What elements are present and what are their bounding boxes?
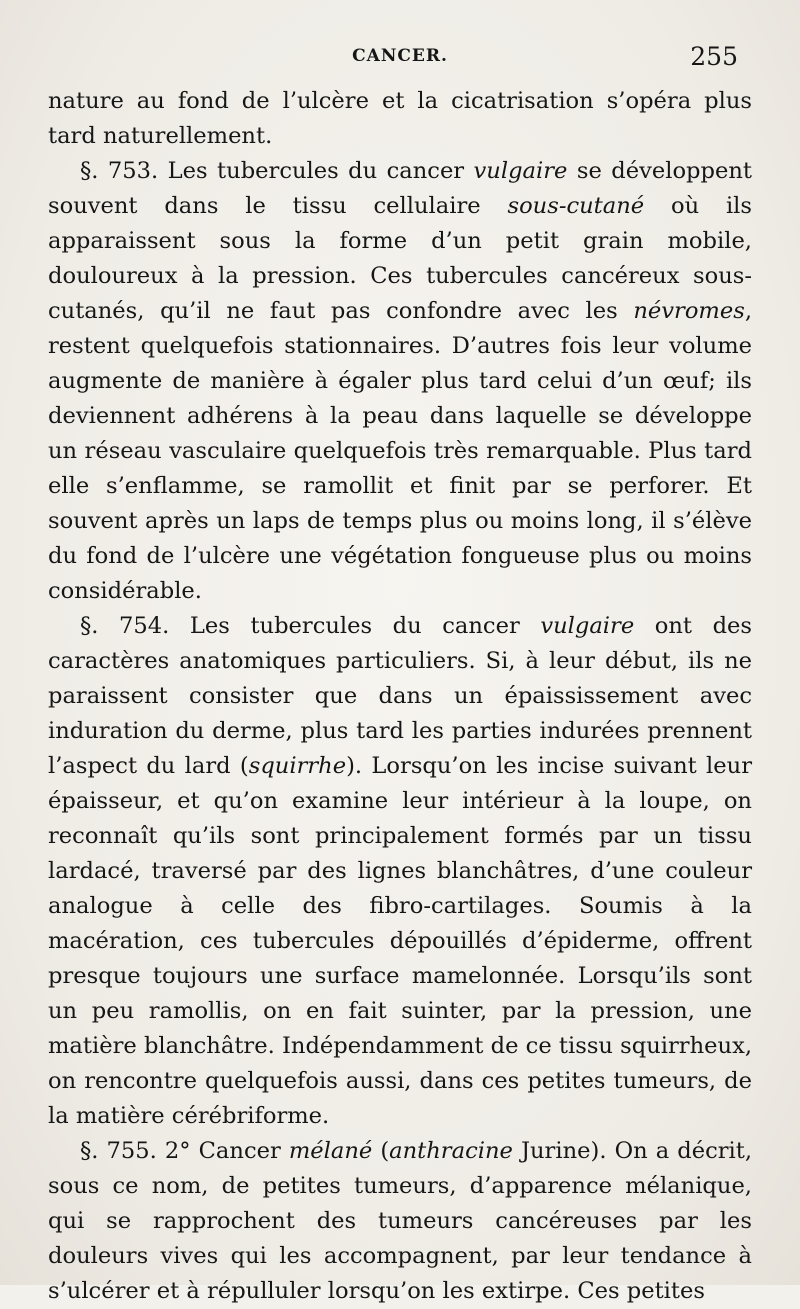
text-run: (: [372, 1138, 390, 1164]
italic-term: squirrhe: [248, 753, 347, 779]
text-run: se développent souvent dans le tissu cellulaire: [48, 158, 752, 219]
page-body: [48, 84, 752, 1309]
paragraph-text: nature au fond de l’ulcère et la cicatrisation s’opéra plus tard naturellement.: [48, 88, 752, 149]
text-run: §. 753. Les tubercules du cancer: [80, 158, 474, 184]
italic-term: sous-cutané: [507, 193, 645, 219]
text-run: , restent quelquefois stationnaires. D’autres fois leur volume augmente de manière à égaler plus tard celui d’un œuf; ils deviennent adhérens à la peau dans laquelle se développe un réseau vasculaire quelquefois très remarquable. Plus tard elle s’enflamme, se ramollit et finit par se perforer. Et souvent après un laps de temps plus ou moins long, il s’élève du fond de l’ulcère une végétation fongueuse plus ou moins considérable.: [48, 298, 752, 604]
paragraph-755: [48, 1134, 752, 1309]
italic-term: anthracine: [389, 1138, 513, 1164]
paragraph-753: [48, 154, 752, 609]
text-run: ). Lorsqu’on les incise suivant leur épaisseur, et qu’on examine leur intérieur à la loupe, on reconnaît qu’ils sont principalement formés par un tissu lardacé, traversé par des lignes blanchâtres, d’une couleur analogue à celle des fibro-cartilages. Soumis à la macération, ces tubercules dépouillés d’épiderme, offrent presque toujours une surface mamelonnée. Lorsqu’ils sont un peu ramollis, on en fait suinter, par la pression, une matière blanchâtre. Indépendamment de ce tissu squirrheux, on rencontre quelquefois aussi, dans ces petites tumeurs, de la matière cérébriforme.: [48, 753, 752, 1129]
page-header: [48, 44, 752, 78]
running-head: CANCER.: [352, 46, 448, 66]
text-run: §. 755. 2° Cancer: [80, 1138, 289, 1164]
paragraph-continuation: [48, 84, 752, 154]
text-run: où ils apparaissent sous la forme d’un petit grain mobile, douloureux à la pression. Ces tubercules cancéreux sous-cutanés, qu’il ne faut pas confondre avec les: [48, 193, 752, 324]
page-number: 255: [690, 42, 738, 71]
italic-term: névromes: [633, 298, 745, 324]
text-run: §. 754. Les tubercules du cancer: [80, 613, 541, 639]
italic-term: vulgaire: [473, 158, 568, 184]
italic-term: mélané: [288, 1138, 373, 1164]
paragraph-754: [48, 609, 752, 1134]
italic-term: vulgaire: [540, 613, 635, 639]
text-run: ont des caractères anatomiques particuliers. Si, à leur début, ils ne paraissent consister que dans un épaississement avec induration du derme, plus tard les parties indurées prennent l’aspect du lard (: [48, 613, 752, 779]
text-run: Jurine). On a décrit, sous ce nom, de petites tumeurs, d’apparence mélanique, qui se rapprochent des tumeurs cancéreuses par les douleurs vives qui les accompagnent, par leur tendance à s’ulcérer et à répulluler lorsqu’on les extirpe. Ces petites: [48, 1138, 753, 1304]
